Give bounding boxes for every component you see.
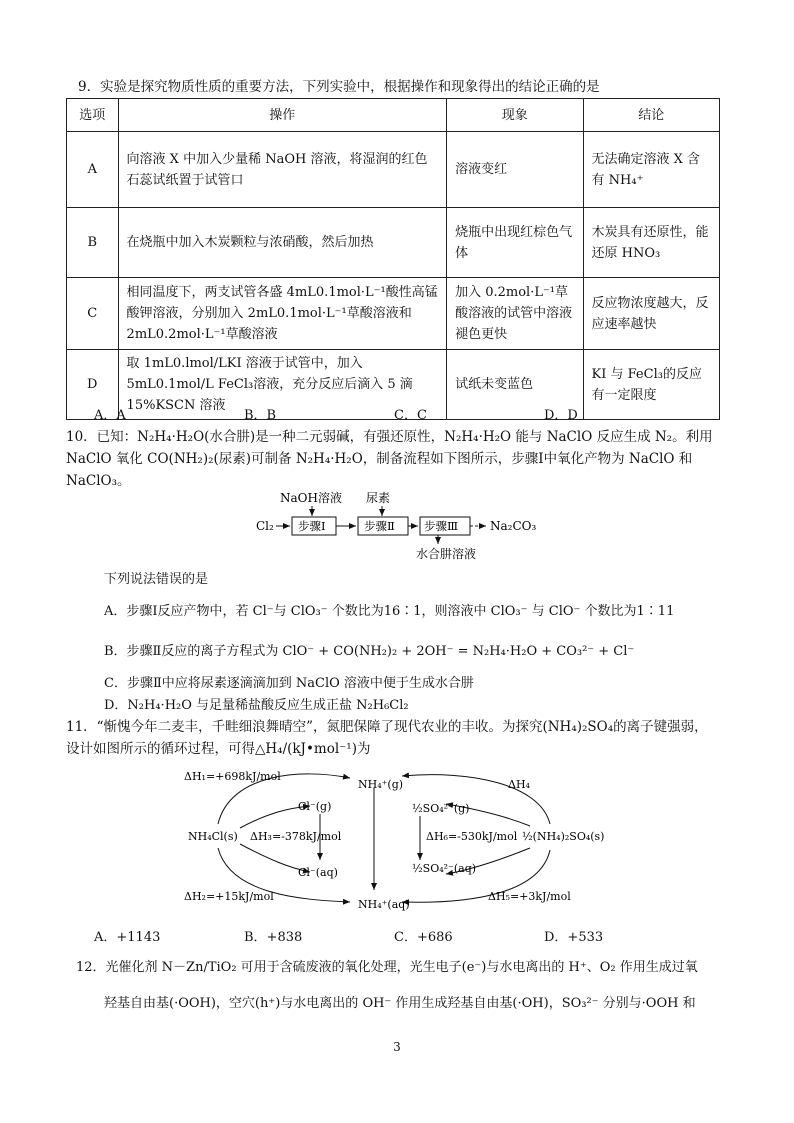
nh4-gas-label: NH₄⁺(g) bbox=[358, 778, 404, 791]
choice-c[interactable]: C．+686 bbox=[394, 930, 453, 945]
cl-aq-label: Cl⁻(aq) bbox=[298, 866, 338, 879]
row-operation: 向溶液 X 中加入少量稀 NaOH 溶液，将湿润的红色石蕊试纸置于试管口 bbox=[118, 132, 447, 208]
flow-output-right: Na₂CO₃ bbox=[490, 519, 537, 533]
q12-line-1: 12．光催化剂 N－Zn/TiO₂ 可用于含硫废液的氧化处理，光生电子(e⁻)与水电离出的 H⁺、O₂ 作用生成过氧 bbox=[76, 960, 698, 975]
nh4-aq-label: NH₄⁺(aq) bbox=[358, 898, 410, 911]
row-operation: 取 1mL0.lmol/LKI 溶液于试管中，加入 5mL0.1mol/L FeCl₃溶液，充分反应后滴入 5 滴 15%KSCN 溶液 bbox=[118, 350, 447, 420]
q11-cycle-diagram bbox=[170, 764, 630, 916]
q11-choices bbox=[94, 926, 694, 945]
row-operation: 相同温度下，两支试管各盛 4mL0.1mol·L⁻¹酸性高锰酸钾溶液，分别加入 2mL0.1mol·L⁻¹草酸溶液和 2mL0.2mol·L⁻¹草酸溶液 bbox=[118, 278, 447, 350]
table-row bbox=[67, 208, 720, 278]
row-conclusion: 反应物浓度越大，反应速率越快 bbox=[583, 278, 719, 350]
choice-a[interactable]: A．A bbox=[94, 408, 126, 423]
choice-d[interactable]: D．+533 bbox=[544, 930, 604, 945]
dh6-label: ΔH₆=-530kJ/mol bbox=[426, 830, 518, 843]
q9-table bbox=[66, 98, 720, 420]
nh4cl-label: NH₄Cl(s) bbox=[188, 830, 238, 843]
flow-reagent1: NaOH溶液 bbox=[280, 491, 342, 505]
dh3-label: ΔH₃=-378kJ/mol bbox=[250, 830, 342, 843]
flow-output-down: 水合肼溶液 bbox=[416, 547, 477, 561]
q10-prompt: 下列说法错误的是 bbox=[104, 572, 209, 587]
q9-choices bbox=[94, 404, 694, 423]
row-phenomenon: 烧瓶中出现红棕色气体 bbox=[447, 208, 583, 278]
q10-option-d[interactable]: D．N₂H₄·H₂O 与足量稀盐酸反应生成正盐 N₂H₆Cl₂ bbox=[104, 698, 409, 713]
q10-flow-diagram bbox=[250, 486, 550, 566]
q10-stem: 10．已知：N₂H₄·H₂O(水合肼)是一种二元弱碱，有强还原性，N₂H₄·H₂O 能与 NaClO 反应生成 N₂。利用 NaClO 氧化 CO(NH₂)₂(尿素)可制备 N₂H₄·H₂O，制备流程如下图所示，步骤Ⅰ中氧化产物为 NaClO 和 NaClO₃。 bbox=[66, 429, 713, 489]
table-header-row bbox=[67, 99, 720, 132]
row-conclusion: 无法确定溶液 X 含有 NH₄⁺ bbox=[583, 132, 719, 208]
page-number: 3 bbox=[393, 1040, 401, 1054]
flow-input: Cl₂ bbox=[256, 519, 274, 533]
header-option: 选项 bbox=[67, 99, 119, 132]
choice-a[interactable]: A．+1143 bbox=[94, 930, 161, 945]
so4-aq-label: ½SO₄²⁻(aq) bbox=[412, 862, 477, 875]
choice-d[interactable]: D．D bbox=[544, 408, 578, 423]
dh1-label: ΔH₁=+698kJ/mol bbox=[184, 770, 281, 783]
flow-step3: 步骤Ⅲ bbox=[424, 519, 459, 533]
row-option: A bbox=[67, 132, 119, 208]
q11-stem: 11．“惭愧今年二麦丰，千畦细浪舞晴空”，氮肥保障了现代农业的丰收。为探究(NH₄)₂SO₄的离子键强弱，设计如图所示的循环过程，可得△H₄/(kJ•mol⁻¹)为 bbox=[66, 719, 708, 757]
table-row bbox=[67, 278, 720, 350]
q12-line-2: 羟基自由基(·OOH)，空穴(h⁺)与水电离出的 OH⁻ 作用生成羟基自由基(·OH)，SO₃²⁻ 分别与·OOH 和 bbox=[104, 996, 696, 1011]
dh4-label: ΔH₄ bbox=[508, 778, 530, 791]
choice-b[interactable]: B．B bbox=[244, 408, 277, 423]
header-operation: 操作 bbox=[118, 99, 447, 132]
cl-gas-label: Cl⁻(g) bbox=[298, 800, 332, 813]
nh42so4-label: ½(NH₄)₂SO₄(s) bbox=[522, 830, 605, 843]
header-phenomenon: 现象 bbox=[447, 99, 583, 132]
header-conclusion: 结论 bbox=[583, 99, 719, 132]
row-option: D bbox=[67, 350, 119, 420]
choice-c[interactable]: C．C bbox=[394, 408, 427, 423]
q10-option-c[interactable]: C．步骤Ⅱ中应将尿素逐滴滴加到 NaClO 溶液中便于生成水合肼 bbox=[104, 676, 474, 691]
dh2-label: ΔH₂=+15kJ/mol bbox=[184, 890, 274, 903]
table-row bbox=[67, 132, 720, 208]
choice-b[interactable]: B．+838 bbox=[244, 930, 303, 945]
row-option: C bbox=[67, 278, 119, 350]
flow-step2: 步骤Ⅱ bbox=[364, 519, 395, 533]
q10-option-a[interactable]: A．步骤Ⅰ反应产物中，若 Cl⁻与 ClO₃⁻ 个数比为16∶1，则溶液中 ClO₃⁻ 与 ClO⁻ 个数比为1∶11 bbox=[104, 604, 675, 619]
flow-step1: 步骤Ⅰ bbox=[298, 519, 326, 533]
row-phenomenon: 溶液变红 bbox=[447, 132, 583, 208]
dh5-label: ΔH₅=+3kJ/mol bbox=[488, 890, 571, 903]
row-phenomenon: 试纸未变蓝色 bbox=[447, 350, 583, 420]
row-conclusion: KI 与 FeCl₃的反应有一定限度 bbox=[583, 350, 719, 420]
q10-option-b[interactable]: B．步骤Ⅱ反应的离子方程式为 ClO⁻ + CO(NH₂)₂ + 2OH⁻ = N₂H₄·H₂O + CO₃²⁻ + Cl⁻ bbox=[104, 644, 635, 659]
row-conclusion: 木炭具有还原性，能还原 HNO₃ bbox=[583, 208, 719, 278]
row-phenomenon: 加入 0.2mol·L⁻¹草酸溶液的试管中溶液褪色更快 bbox=[447, 278, 583, 350]
flow-reagent2: 尿素 bbox=[366, 491, 391, 505]
row-operation: 在烧瓶中加入木炭颗粒与浓硝酸，然后加热 bbox=[118, 208, 447, 278]
row-option: B bbox=[67, 208, 119, 278]
so4-gas-label: ½SO₄²⁻(g) bbox=[412, 802, 470, 815]
q9-stem: 9．实验是探究物质性质的重要方法，下列实验中，根据操作和现象得出的结论正确的是 bbox=[78, 79, 600, 95]
